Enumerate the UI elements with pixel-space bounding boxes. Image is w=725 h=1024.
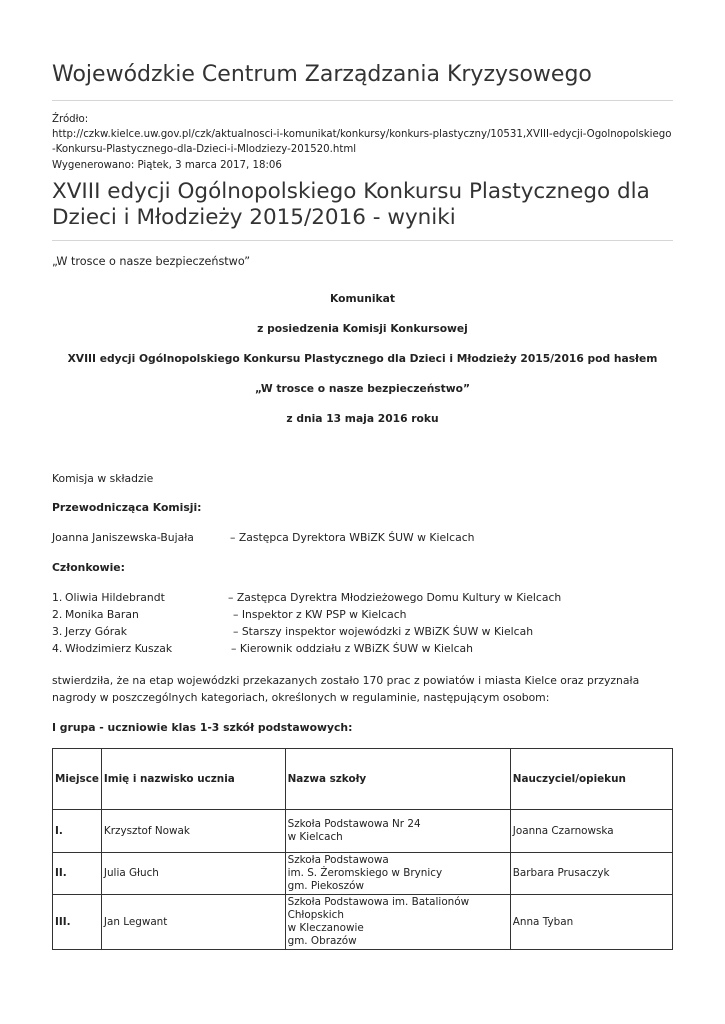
school-line: Szkoła Podstawowa <box>287 854 389 866</box>
teacher-cell: Joanna Czarnowska <box>510 810 672 853</box>
member-name: Monika Baran <box>65 608 139 621</box>
group-heading: I grupa - uczniowie klas 1-3 szkół podstawowych: <box>52 721 353 734</box>
generated-timestamp: Wygenerowano: Piątek, 3 marca 2017, 18:06 <box>52 159 282 171</box>
teacher-cell: Anna Tyban <box>510 895 672 950</box>
site-title: Wojewódzkie Centrum Zarządzania Kryzysowego <box>52 62 592 87</box>
column-header-teacher: Nauczyciel/opiekun <box>510 749 672 810</box>
column-header-place: Miejsce <box>53 749 102 810</box>
school-line: Szkoła Podstawowa im. Batalionów Chłopskich <box>287 896 470 921</box>
school-line: w Kleczanowie <box>287 922 364 934</box>
student-cell: Krzysztof Nowak <box>101 810 285 853</box>
teacher-cell: Barbara Prusaczyk <box>510 853 672 895</box>
member-role: – Inspektor z KW PSP w Kielcach <box>233 608 407 621</box>
source-label: Źródło: <box>52 114 89 125</box>
member-row <box>52 625 673 640</box>
column-header-student: Imię i nazwisko ucznia <box>101 749 285 810</box>
school-cell <box>285 853 510 895</box>
student-cell: Jan Legwant <box>101 895 285 950</box>
communique-slogan: „W trosce o nasze bezpieczeństwo” <box>254 382 471 395</box>
member-row <box>52 608 673 623</box>
motto: „W trosce o nasze bezpieczeństwo” <box>52 255 251 268</box>
school-cell <box>285 895 510 950</box>
place-cell: II. <box>53 853 102 895</box>
table-row <box>53 853 673 895</box>
chair-row <box>52 531 673 544</box>
chair-name: Joanna Janiszewska-Bujała <box>52 531 194 544</box>
school-cell <box>285 810 510 853</box>
communique-heading: Komunikat <box>330 292 395 305</box>
column-header-school: Nazwa szkoły <box>285 749 510 810</box>
communique-edition: XVIII edycji Ogólnopolskiego Konkursu Plastycznego dla Dzieci i Młodzieży 2015/2016 pod hasłem <box>67 352 658 365</box>
member-number: 4. <box>52 642 63 655</box>
member-name: Oliwia Hildebrandt <box>65 591 165 604</box>
school-line: im. S. Żeromskiego w Brynicy <box>287 867 443 879</box>
committee-statement: stwierdziła, że na etap wojewódzki przekazanych zostało 170 prac z powiatów i miasta Kielce oraz przyznała nagrody w poszczególnych kategoriach, określonych w regulaminie, następującym osobom: <box>52 674 640 704</box>
members-heading: Członkowie: <box>52 561 125 574</box>
article-title: XVIII edycji Ogólnopolskiego Konkursu Plastycznego dla Dzieci i Młodzieży 2015/2016 - wyniki <box>52 179 650 230</box>
place-cell: I. <box>53 810 102 853</box>
chair-heading: Przewodnicząca Komisji: <box>52 501 202 514</box>
member-row <box>52 591 673 606</box>
member-name: Włodzimierz Kuszak <box>65 642 173 655</box>
title-divider <box>52 240 673 241</box>
member-role: – Zastępca Dyrektra Młodzieżowego Domu Kultury w Kielcach <box>228 591 562 604</box>
member-number: 3. <box>52 625 63 638</box>
source-meta <box>52 112 673 173</box>
table-header-row <box>53 749 673 810</box>
source-url[interactable]: http://czkw.kielce.uw.gov.pl/czk/aktualnosci-i-komunikat/konkursy/konkurs-plastyczny/10531,XVIII-edycji-Ogolnopolskiego-Konkursu-Plastycznego-dla-Dzieci-i-Mlodziezy-201520.html <box>52 129 672 156</box>
header-divider <box>52 100 673 101</box>
member-number: 2. <box>52 608 63 621</box>
table-row <box>53 895 673 950</box>
school-line: gm. Obrazów <box>287 935 357 947</box>
school-line: w Kielcach <box>287 831 343 843</box>
committee-intro: Komisja w składzie <box>52 472 154 485</box>
school-line: Szkoła Podstawowa Nr 24 <box>287 818 421 830</box>
place-cell: III. <box>53 895 102 950</box>
school-line: gm. Piekoszów <box>287 880 364 892</box>
results-table <box>52 748 673 950</box>
communique-subheading: z posiedzenia Komisji Konkursowej <box>257 322 468 335</box>
member-role: – Starszy inspektor wojewódzki z WBiZK ŚUW w Kielcah <box>233 625 534 638</box>
student-cell: Julia Głuch <box>101 853 285 895</box>
chair-role: – Zastępca Dyrektora WBiZK ŚUW w Kielcach <box>230 531 475 544</box>
member-role: – Kierownik oddziału z WBiZK ŚUW w Kielcah <box>231 642 473 655</box>
member-row <box>52 642 673 657</box>
member-number: 1. <box>52 591 63 604</box>
table-row <box>53 810 673 853</box>
member-name: Jerzy Górak <box>65 625 128 638</box>
communique-date: z dnia 13 maja 2016 roku <box>286 412 439 425</box>
